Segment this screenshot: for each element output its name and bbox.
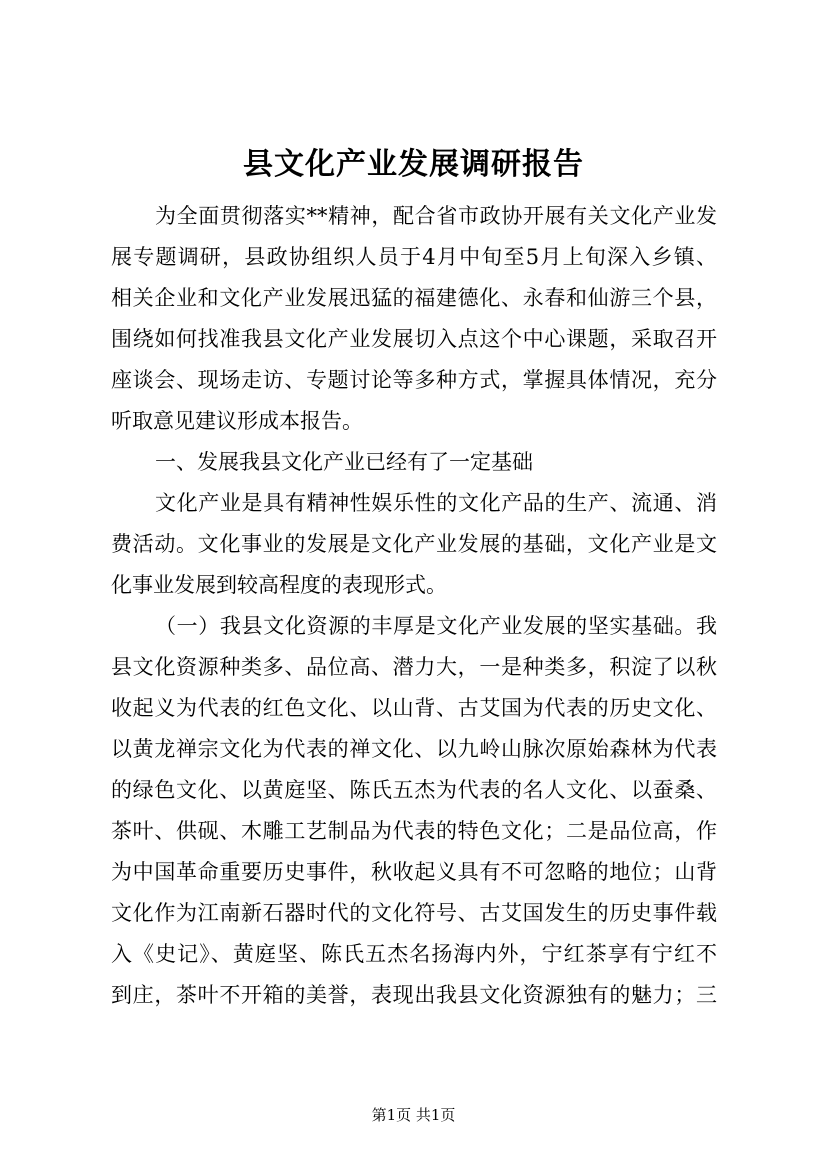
paragraph-line: （一）我县文化资源的丰厚是文化产业发展的坚实基础。我 bbox=[155, 614, 717, 638]
paragraph-line: 展专题调研，县政协组织人员于4月中旬至5月上旬深入乡镇、 bbox=[111, 245, 717, 269]
paragraph-line: 座谈会、现场走访、专题讨论等多种方式，掌握具体情况，充分 bbox=[111, 368, 717, 392]
paragraph-line: 化事业发展到较高程度的表现形式。 bbox=[111, 573, 447, 597]
paragraph-line: 以黄龙禅宗文化为代表的禅文化、以九岭山脉次原始森林为代表 bbox=[111, 737, 717, 761]
paragraph-line: 到庄，茶叶不开箱的美誉，表现出我县文化资源独有的魅力；三 bbox=[111, 983, 717, 1007]
paragraph-line: 为中国革命重要历史事件，秋收起义具有不可忽略的地位；山背 bbox=[111, 860, 717, 884]
paragraph-line: 文化产业是具有精神性娱乐性的文化产品的生产、流通、消 bbox=[155, 491, 717, 515]
paragraph-line: 的绿色文化、以黄庭坚、陈氏五杰为代表的名人文化、以蚕桑、 bbox=[111, 778, 717, 802]
section-heading: 一、发展我县文化产业已经有了一定基础 bbox=[155, 450, 533, 474]
paragraph-line: 收起义为代表的红色文化、以山背、古艾国为代表的历史文化、 bbox=[111, 696, 717, 720]
paragraph-line: 相关企业和文化产业发展迅猛的福建德化、永春和仙游三个县， bbox=[111, 286, 717, 310]
paragraph-line: 县文化资源种类多、品位高、潜力大，一是种类多，积淀了以秋 bbox=[111, 655, 717, 679]
paragraph-line: 围绕如何找准我县文化产业发展切入点这个中心课题，采取召开 bbox=[111, 327, 717, 351]
page-title: 县文化产业发展调研报告 bbox=[243, 147, 584, 182]
paragraph-line: 听取意见建议形成本报告。 bbox=[111, 409, 363, 433]
paragraph-line: 茶叶、供砚、木雕工艺制品为代表的特色文化；二是品位高，作 bbox=[111, 819, 717, 843]
document-body bbox=[111, 196, 717, 1016]
page-number-footer: 第1页 共1页 bbox=[371, 1106, 456, 1124]
paragraph-line: 文化作为江南新石器时代的文化符号、古艾国发生的历史事件载 bbox=[111, 901, 717, 925]
paragraph-line: 费活动。文化事业的发展是文化产业发展的基础，文化产业是文 bbox=[111, 532, 717, 556]
paragraph-line: 为全面贯彻落实**精神，配合省市政协开展有关文化产业发 bbox=[155, 204, 717, 228]
paragraph-line: 入《史记》、黄庭坚、陈氏五杰名扬海内外，宁红茶享有宁红不 bbox=[111, 942, 717, 966]
